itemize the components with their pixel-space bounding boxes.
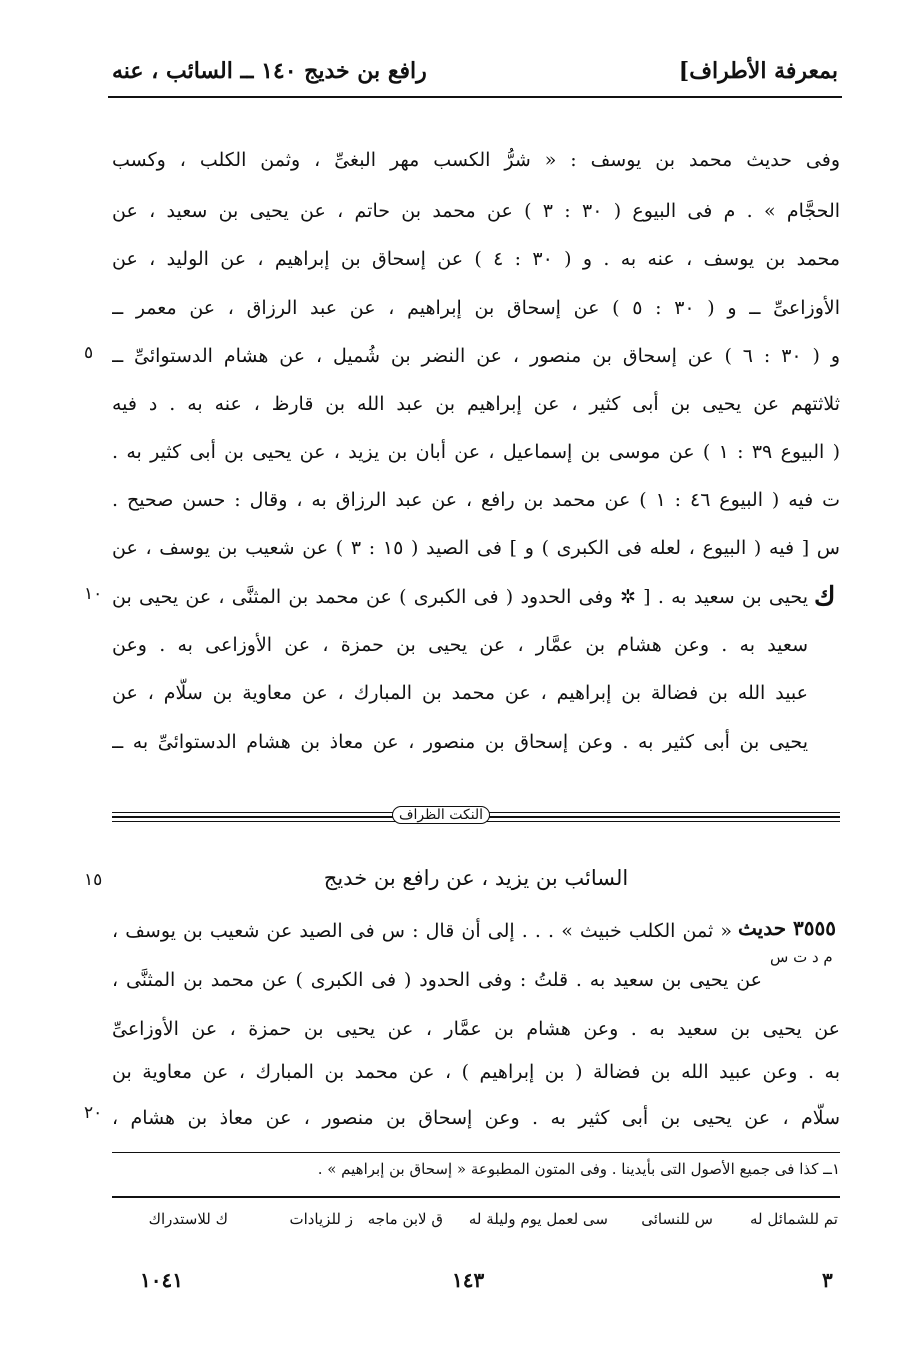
body-line: الحجَّام » . م فى البيوع ( ٣٠ : ٣ ) عن محمد بن حاتم ، عن يحيى بن سعيد ، عن [112,200,840,222]
page-number: ١٤٣ [452,1268,485,1292]
entry-line: « ثمن الكلب خبيث » . . . إلى أن قال : س فى الصيد عن شعيب بن يوسف ، [112,920,732,942]
abbreviations-rule [112,1196,840,1198]
body-line: الأوزاعىِّ ــ و ( ٣٠ : ٥ ) عن إسحاق بن إبراهيم ، عن عبد الرزاق ، عن معمر ــ [112,297,840,319]
footnote: ١ــ كذا فى جميع الأصول التى بأيدينا . وفى المتون المطبوعة « إسحاق بن إبراهيم » . [317,1160,840,1178]
entry-line: سلَّام ، عن يحيى بن أبى كثير به . وعن إسحاق بن منصور ، عن معاذ بن هشام ، [112,1107,840,1129]
entry-line: عن يحيى بن سعيد به . وعن هشام بن عمَّار ، عن يحيى بن حمزة ، عن الأوزاعىِّ [112,1018,840,1040]
entry-number-value: ٣٥٥٥ [793,916,837,940]
entry-siglum: م د ت س [770,948,833,966]
abbr-ibn-majah: ق لابن ماجه [367,1210,443,1228]
body-line: و ( ٣٠ : ٦ ) عن إسحاق بن منصور ، عن النضر بن شُميل ، عن هشام الدستوائىِّ ــ [112,345,840,367]
body-line: ثلاثتهم عن يحيى بن أبى كثير ، عن إبراهيم بن عبد الله بن قارظ ، عنه به . د فيه [112,393,840,415]
entry-line: عن يحيى بن سعيد به . قلتُ : وفى الحدود ( فى الكبرى ) عن محمد بن المثنَّى ، [112,969,762,991]
section-heading: السائب بن يزيد ، عن رافع بن خديج [323,866,629,890]
entry-line: به . وعن عبيد الله بن فضالة ( بن إبراهيم ) ، عن محمد بن المبارك ، عن معاوية بن [112,1061,840,1083]
abbr-ziyadat: ز للزيادات [289,1210,353,1228]
abbr-istidrak: ك للاستدراك [148,1210,228,1228]
body-line: عبيد الله بن فضالة بن إبراهيم ، عن محمد بن المبارك ، عن معاوية بن سلَّام ، عن [112,682,808,704]
body-line: ( البيوع ٣٩ : ١ ) عن موسى بن إسماعيل ، عن أبان بن يزيد ، عن يحيى بن أبى كثير به . [112,441,840,463]
body-line: سعيد به . وعن هشام بن عمَّار ، عن يحيى بن حمزة ، عن الأوزاعى به . وعن [112,634,808,656]
abbr-nasai: س للنسائى [641,1210,713,1228]
abbr-shamail: تم للشمائل له [749,1210,838,1228]
header-rule [108,96,842,98]
entry-lead: حديث [738,916,787,940]
margin-mark: ك [814,582,836,612]
body-line: وفى حديث محمد بن يوسف : « شرُّ الكسب مهر البغىِّ ، وثمن الكلب ، وكسب [112,149,840,171]
body-line: ت فيه ( البيوع ٤٦ : ١ ) عن محمد بن رافع ، عن عبد الرزاق به ، وقال : حسن صحيح . [112,489,840,511]
line-number-5: ٥ [84,343,94,363]
ornament-label: النكت الظراف [392,806,490,824]
entry-number [738,916,836,940]
line-number-10: ١٠ [84,584,103,604]
footer-right: ٣ [822,1268,833,1292]
abbr-amal-yawm: سى لعمل يوم وليلة له [468,1210,608,1228]
header-center: رافع بن خديج ١٤٠ ــ السائب ، عنه [112,58,427,84]
body-line: محمد بن يوسف ، عنه به . و ( ٣٠ : ٤ ) عن إسحاق بن إبراهيم ، عن الوليد ، عن [112,248,840,270]
line-number-15: ١٥ [84,870,103,890]
footer-left: ١٠٤١ [140,1268,183,1292]
footnote-rule [112,1152,840,1153]
header-right: بمعرفة الأطراف] [678,58,838,84]
line-number-20: ٢٠ [84,1103,103,1123]
body-line: يحيى بن أبى كثير به . وعن إسحاق بن منصور ، عن معاذ بن هشام الدستوائىِّ به ــ [112,731,808,753]
body-line: س [ فيه ( البيوع ، لعله فى الكبرى ) و ] فى الصيد ( ١٥ : ٣ ) عن شعيب بن يوسف ، عن [112,537,840,559]
body-line: يحيى بن سعيد به . [ ✲ وفى الحدود ( فى الكبرى ) عن محمد بن المثنَّى ، عن يحيى بن [112,586,808,608]
